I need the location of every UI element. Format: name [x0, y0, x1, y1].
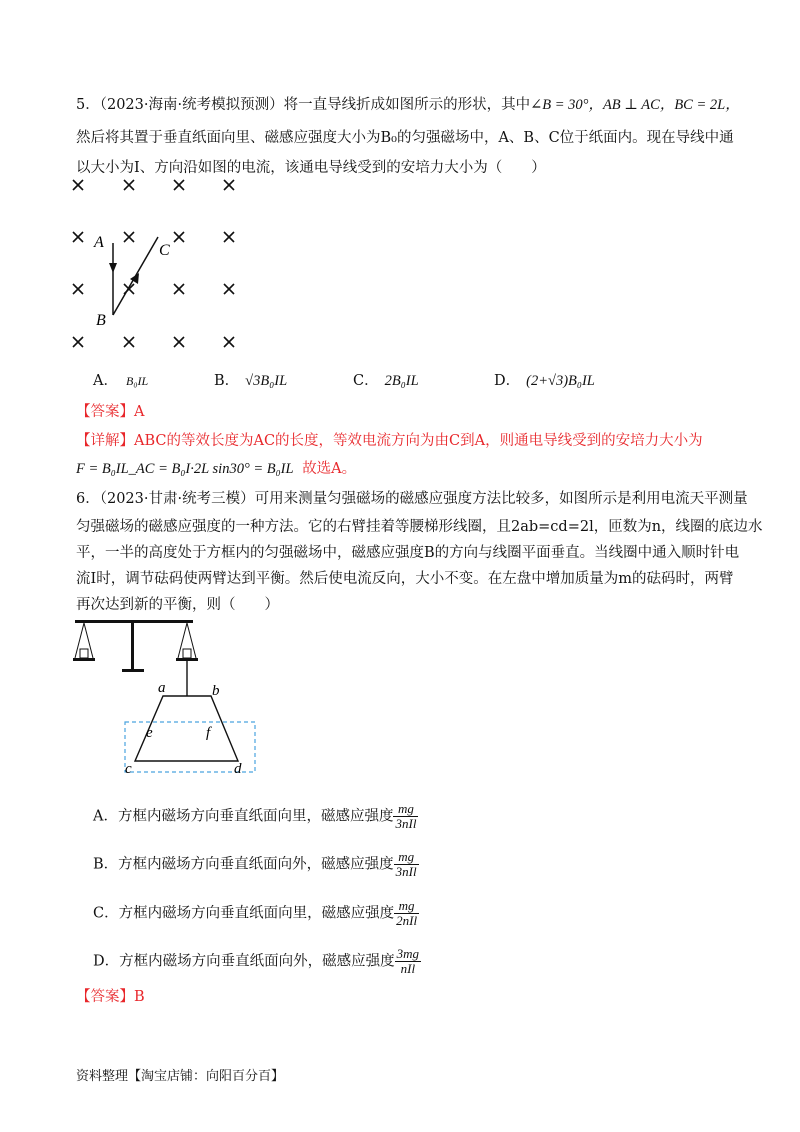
q5-detail — [76, 431, 703, 451]
q6-option-d-den: nIl — [400, 961, 416, 976]
q6-option-d-text: 方框内磁场方向垂直纸面向外，磁感应强度 — [119, 953, 395, 970]
balance-base — [122, 669, 144, 672]
field-cross — [124, 337, 134, 347]
q6-option-c-num: mg — [394, 899, 419, 914]
q5-detail-formula: F = B₀IL_AC = B₀I·2L sin30° = B₀IL — [76, 461, 294, 477]
q5-option-b-label: B． — [214, 373, 240, 389]
right-weight — [183, 649, 191, 658]
q5-option-d-text: (2+√3)B₀IL — [526, 373, 595, 389]
label-b: b — [212, 683, 220, 699]
field-cross — [73, 180, 83, 190]
label-f: f — [206, 725, 211, 741]
label-c: c — [125, 761, 132, 777]
field-cross — [124, 180, 134, 190]
q5-answer-value: A — [134, 404, 145, 420]
label-b: B — [96, 312, 106, 329]
q6-option-a-fraction — [393, 802, 418, 831]
q5-option-d-label: D． — [494, 373, 521, 389]
label-a: A — [94, 234, 104, 251]
q6-option-a-text: 方框内磁场方向垂直纸面向里，磁感应强度 — [117, 808, 394, 825]
q5-option-a-text: B₀IL — [125, 374, 149, 388]
q6-line5: 再次达到新的平衡，则（ ） — [76, 597, 279, 613]
q5-option-c — [353, 371, 419, 391]
q6-option-b-fraction — [394, 850, 419, 879]
q5-option-b-text: √3B₀IL — [245, 373, 288, 389]
page-footer: 资料整理【淘宝店铺：向阳百分百】 — [76, 1069, 285, 1084]
q6-option-d-label: D． — [93, 953, 120, 970]
q6-option-b-num: mg — [394, 850, 419, 865]
label-e: e — [146, 725, 153, 741]
q6-line2: 匀强磁场的磁感应强度的一种方法。它的右臂挂着等腰梯形线圈，且2ab=cd=2l，匝数为n，线圈的底边水 — [76, 519, 763, 535]
q5-line1 — [76, 95, 740, 115]
field-cross — [224, 337, 234, 347]
q6-option-d — [93, 947, 421, 976]
q6-option-b-den: 3nIl — [395, 864, 417, 879]
q5-figure — [66, 175, 256, 360]
arrow-ab — [109, 263, 117, 273]
q5-option-c-label: C． — [353, 373, 379, 389]
q6-option-c-fraction — [394, 899, 419, 928]
q6-option-b-label: B． — [93, 856, 119, 873]
q5-source: （2023·海南·统考模拟预测） — [99, 97, 284, 113]
field-cross — [73, 337, 83, 347]
label-a: a — [158, 680, 166, 696]
left-pan — [73, 623, 95, 661]
q6-number: 6． — [76, 491, 100, 507]
q5-option-b — [214, 371, 287, 391]
q5-detail-text: ABC的等效长度为AC的长度，等效电流方向为由C到A，则通电导线受到的安培力大小为 — [134, 433, 703, 449]
q6-option-c-label: C． — [93, 905, 119, 922]
q5-line3: 以大小为I、方向沿如图的电流，该通电导线受到的安培力大小为（ ） — [76, 160, 546, 176]
q6-option-c — [93, 899, 419, 928]
field-cross — [174, 180, 184, 190]
q6-option-c-den: 2nIl — [396, 913, 418, 928]
field-cross — [73, 284, 83, 294]
right-pan — [176, 623, 198, 661]
field-cross — [174, 284, 184, 294]
q5-answer-label: 【答案】 — [76, 404, 134, 420]
q5-option-a — [93, 371, 148, 391]
q5-line1-math: ∠B = 30°，AB ⊥ AC，BC = 2L， — [530, 97, 740, 113]
q6-line1-text: 可用来测量匀强磁场的磁感应强度方法比较多，如图所示是利用电流天平测量 — [254, 491, 748, 507]
q6-option-a-label: A． — [93, 808, 118, 825]
q5-option-a-label: A． — [93, 373, 118, 389]
q6-answer-value: B — [134, 989, 145, 1005]
field-cross — [174, 232, 184, 242]
q6-option-a-den: 3nIl — [395, 816, 417, 831]
q6-option-b — [93, 850, 419, 879]
field-cross — [73, 232, 83, 242]
field-cross — [224, 284, 234, 294]
q6-option-d-fraction — [395, 947, 421, 976]
q6-line3: 平，一半的高度处于方框内的匀强磁场中，磁感应强度B的方向与线圈平面垂直。当线圈中通入顺时针电 — [76, 545, 740, 561]
label-d: d — [234, 761, 242, 777]
q6-answer — [76, 987, 145, 1007]
q6-option-c-text: 方框内磁场方向垂直纸面向里，磁感应强度 — [118, 905, 395, 922]
balance-beam — [75, 620, 193, 623]
q6-answer-label: 【答案】 — [76, 989, 134, 1005]
q6-line1 — [76, 489, 748, 509]
field-cross — [224, 232, 234, 242]
field-cross — [124, 232, 134, 242]
q6-option-a — [93, 802, 418, 831]
field-cross — [174, 337, 184, 347]
label-c: C — [159, 242, 170, 259]
balance-stand — [131, 623, 134, 669]
q5-detail-formula-line — [76, 459, 356, 479]
field-cross — [224, 180, 234, 190]
q5-option-d — [494, 371, 595, 391]
q5-number: 5． — [76, 97, 100, 113]
q6-option-b-text: 方框内磁场方向垂直纸面向外，磁感应强度 — [118, 856, 394, 873]
q5-option-c-text: 2B₀IL — [384, 373, 419, 389]
q6-option-d-num: 3mg — [396, 946, 420, 961]
q6-line4: 流I时，调节砝码使两臂达到平衡。然后使电流反向，大小不变。在左盘中增加质量为m的砝码时，两臂 — [76, 571, 734, 587]
q5-detail-label: 【详解】 — [76, 433, 134, 449]
q5-line2: 然后将其置于垂直纸面向里、磁感应强度大小为B₀的匀强磁场中，A、B、C位于纸面内。现在导线中通 — [76, 130, 734, 146]
q5-answer — [76, 402, 144, 422]
q6-figure — [70, 612, 270, 782]
q6-source: （2023·甘肃·统考三模） — [99, 491, 255, 507]
q6-option-a-num: mg — [393, 802, 418, 817]
q5-detail-end: 故选A。 — [302, 461, 357, 477]
q5-line1-text: 将一直导线折成如图所示的形状，其中 — [283, 97, 531, 113]
left-weight — [80, 649, 88, 658]
